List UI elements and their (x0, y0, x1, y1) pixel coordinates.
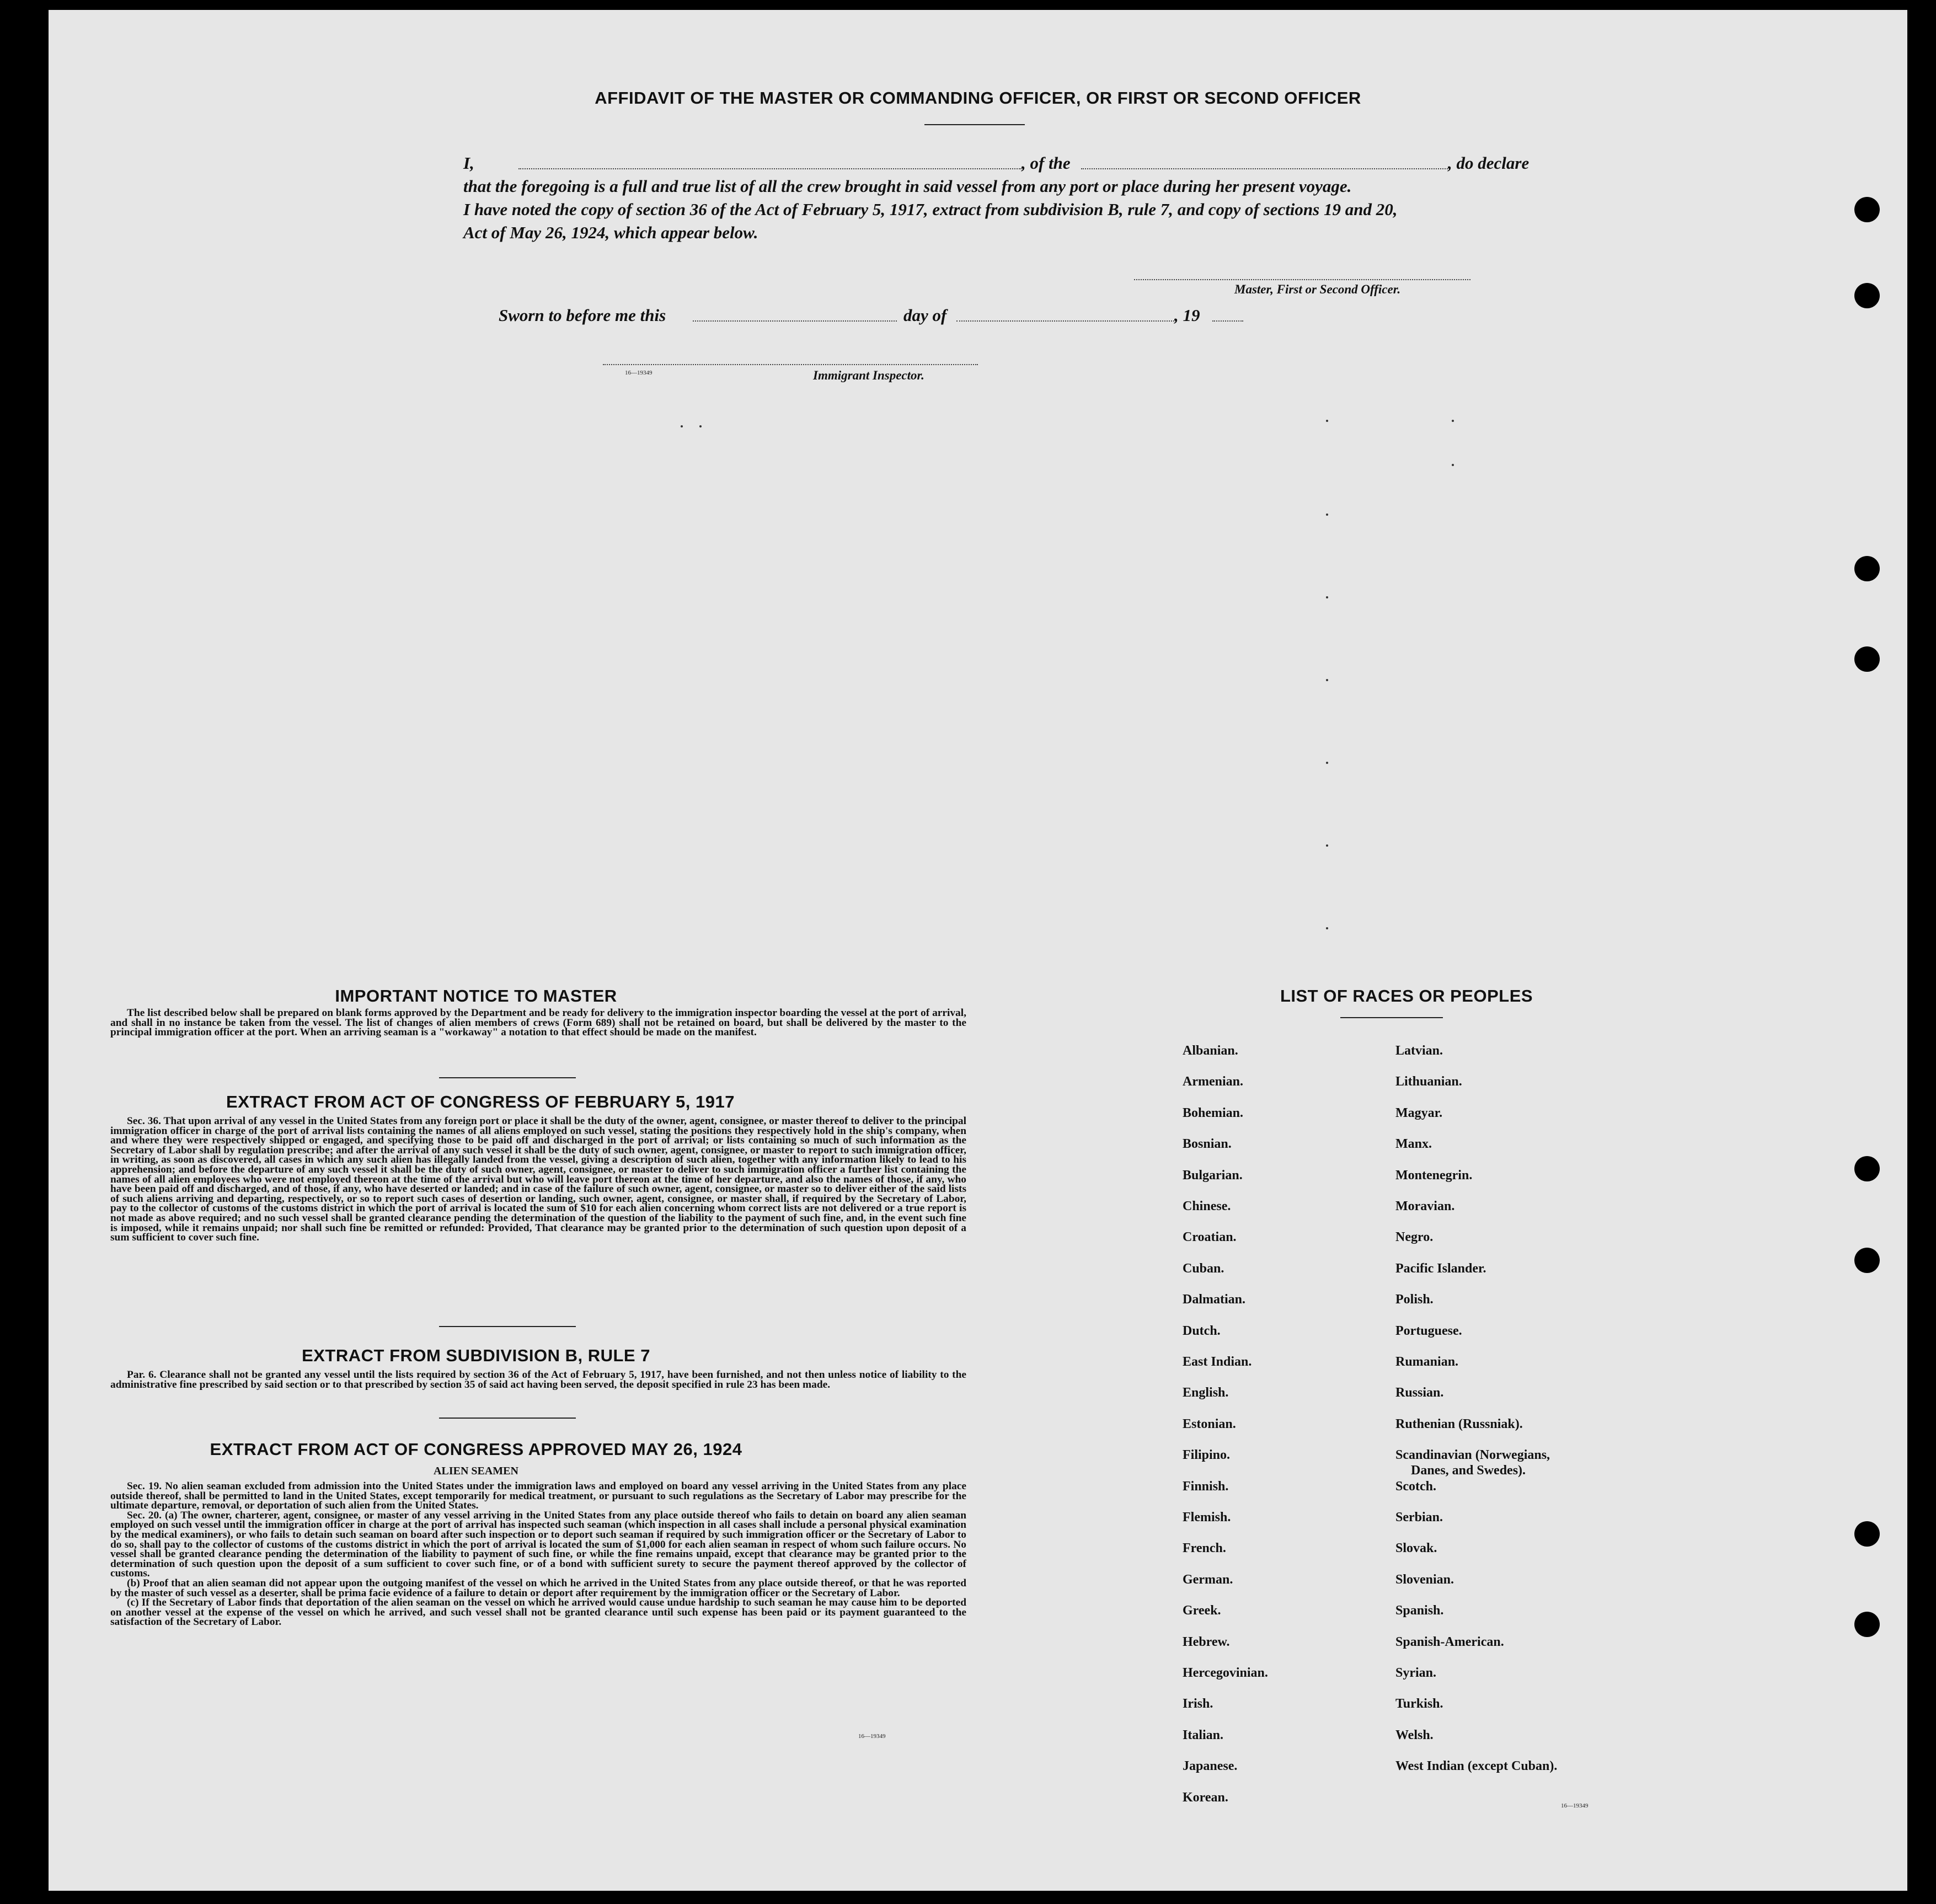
race-item: Croatian. (1183, 1230, 1237, 1245)
inspector-label: Immigrant Inspector. (813, 368, 924, 382)
speck (1326, 762, 1328, 764)
binder-hole (1854, 283, 1880, 308)
race-item: Slovak. (1395, 1541, 1437, 1556)
race-item: Moravian. (1395, 1199, 1455, 1213)
race-item: Turkish. (1395, 1697, 1443, 1712)
sworn-year-blank[interactable] (1212, 320, 1243, 322)
speck (681, 425, 683, 427)
race-item: Spanish. (1395, 1603, 1444, 1618)
race-item: Spanish-American. (1395, 1634, 1504, 1649)
form-number-bottom-right: 16—19349 (1561, 1803, 1589, 1809)
race-item: Irish. (1183, 1697, 1213, 1712)
race-item: Hercegovinian. (1183, 1666, 1268, 1680)
affidavit-line4: Act of May 26, 1924, which appear below. (463, 223, 758, 242)
race-item: Bulgarian. (1183, 1168, 1243, 1183)
affidavit-line2: that the foregoing is a full and true list of all the crew brought in said vessel from any port or place during her present voyage. (463, 177, 1352, 196)
speck (1452, 464, 1454, 466)
race-item: Negro. (1395, 1230, 1434, 1245)
binder-hole (1854, 197, 1880, 222)
speck (1326, 596, 1328, 598)
section-20c-paragraph: (c) If the Secretary of Labor finds that deportation of the alien seaman on the vessel on which he arrived would cause undue hardship to such seaman he may cause him to be deported on another vessel at the expense of the vessel on which he arrived, and such vessel shall not be granted clearance until such expense has been paid or its payment guaranteed to the satisfaction of the Secretary of Labor. (110, 1597, 966, 1628)
master-signature-label: Master, First or Second Officer. (1234, 282, 1401, 296)
affidavit-line3: I have noted the copy of section 36 of the Act of February 5, 1917, extract from subdivision B, rule 7, and copy of sections 19 and 20, (463, 200, 1398, 219)
name-blank[interactable] (518, 168, 1022, 169)
extract-1917-title: EXTRACT FROM ACT OF CONGRESS OF FEBRUARY 5, 1917 (226, 1092, 735, 1111)
race-item: Italian. (1183, 1727, 1224, 1742)
form-number-bottom-left: 16—19349 (858, 1733, 886, 1740)
sworn-prefix: Sworn to before me this (499, 306, 666, 325)
race-item: Estonian. (1183, 1416, 1236, 1431)
speck (1326, 927, 1328, 929)
race-item: Hebrew. (1183, 1634, 1230, 1649)
race-item: German. (1183, 1572, 1233, 1587)
speck (1326, 514, 1328, 516)
race-item: Filipino. (1183, 1448, 1231, 1463)
binder-hole (1854, 1521, 1880, 1547)
race-item: Syrian. (1395, 1666, 1437, 1680)
par-6-paragraph: Par. 6. Clearance shall not be granted any vessel until the lists required by section 36 of the Act of February 5, 1917, have been furnished, and not then unless notice of liability to the administrative fine prescribed by said section or to that prescribed by section 35 of said act having been served, the deposit specified in rule 23 has been made. (110, 1369, 966, 1390)
sworn-month-blank[interactable] (956, 320, 1174, 322)
race-item: Portuguese. (1395, 1323, 1462, 1338)
affidavit-line1-do-declare: , do declare (1448, 153, 1529, 173)
race-item: Slovenian. (1395, 1572, 1454, 1587)
extract-1924-title: EXTRACT FROM ACT OF CONGRESS APPROVED MAY 26, 1924 (210, 1440, 742, 1459)
affidavit-title: AFFIDAVIT OF THE MASTER OR COMMANDING OFFICER, OR FIRST OR SECOND OFFICER (595, 88, 1361, 108)
alien-seamen-subtitle: ALIEN SEAMEN (434, 1465, 518, 1477)
race-item: Serbian. (1395, 1510, 1443, 1525)
section-20a-paragraph: Sec. 20. (a) The owner, charterer, agent, consignee, or master of any vessel arriving in the United States from any place outside thereof who fails to detain on board any alien seaman employed on such vessel until the immigration officer in charge at the port of arrival has inspected such seaman (which inspection in all cases shall include a personal physical examination by the medical examiners), or who fails to detain such seaman on board after such inspection or to deport such seaman if required by such immigration officer or the Secretary of Labor to do so, shall pay to the collector of customs of the customs district in which the port of arrival is located the sum of $1,000 for each alien seaman in respect of whom such failure occurs. No vessel shall be granted clearance pending the determination of the liability to payment of such fine, or while the fine remains unpaid, except that clearance may be granted prior to the determination of such question upon the deposit of a sum sufficient to cover such fine, or of a bond with sufficient surety to secure the payment thereof approved by the collector of customs. (110, 1509, 966, 1580)
notice-body (110, 1008, 966, 1037)
binder-hole (1854, 1248, 1880, 1273)
extract-1917-divider (439, 1326, 576, 1327)
race-item: Welsh. (1395, 1727, 1434, 1742)
extract-rule7-body (110, 1370, 966, 1389)
affidavit-line1-of-the: , of the (1022, 153, 1071, 173)
race-item: Montenegrin. (1395, 1168, 1473, 1183)
speck (1326, 844, 1328, 847)
extract-1917-body (110, 1116, 966, 1243)
sworn-day-of: day of (903, 306, 947, 325)
affidavit-line1-i: I, (463, 153, 474, 173)
section-19-paragraph: Sec. 19. No alien seaman excluded from admission into the United States under the immigration laws and employed on board any vessel arriving in the United States from any place outside thereof, shall be permitted to land in the United States, except temporarily for medical treatment, or pursuant to such regulations as the Secretary of Labor may prescribe for the ultimate departure, removal, or deportation of such alien from the United States. (110, 1480, 966, 1512)
race-item: Rumanian. (1395, 1355, 1459, 1369)
vessel-blank[interactable] (1081, 168, 1448, 169)
speck (1326, 679, 1328, 681)
races-title: LIST OF RACES OR PEOPLES (1280, 986, 1533, 1006)
extract-1924-body (110, 1482, 966, 1627)
race-item: Korean. (1183, 1790, 1228, 1805)
race-item: Flemish. (1183, 1510, 1231, 1525)
race-item: Albanian. (1183, 1044, 1238, 1058)
speck (1452, 420, 1454, 422)
races-underline (1340, 1017, 1443, 1018)
race-item: Scandinavian (Norwegians, (1395, 1448, 1550, 1463)
race-item: Scotch. (1395, 1479, 1436, 1494)
race-item: Danes, and Swedes). (1411, 1463, 1526, 1478)
race-item: West Indian (except Cuban). (1395, 1759, 1558, 1774)
title-underline (924, 124, 1025, 125)
race-item: Magyar. (1395, 1105, 1443, 1120)
inspector-signature-line[interactable] (603, 364, 978, 365)
race-item: Russian. (1395, 1386, 1444, 1400)
notice-title: IMPORTANT NOTICE TO MASTER (335, 986, 617, 1006)
master-signature-line[interactable] (1134, 279, 1470, 280)
race-item: East Indian. (1183, 1355, 1252, 1369)
binder-hole (1854, 646, 1880, 672)
section-36-paragraph: Sec. 36. That upon arrival of any vessel in the United States from any foreign port or place it shall be the duty of the owner, agent, consignee, or master thereof to deliver to the principal immigration officer in charge of the port of arrival lists containing the names of all aliens employed on such vessel, stating the positions they respectively hold in the ship's company, when and where they were respectively shipped or engaged, and specifying those to be paid off and discharged in the port of arrival; or lists containing so much of such information as the Secretary of Labor shall by regulation prescribe; and after the arrival of any such vessel it shall be the duty of such owner, agent, consignee, or master to report to such immigration officer, in writing, as soon as discovered, all cases in which any such alien has illegally landed from the vessel, giving a description of such alien, together with any information likely to lead to his apprehension; and before the departure of any such vessel it shall be the duty of such owner, agent, consignee, or master to deliver to such immigration officer a further list containing the names of all alien employees who were not employed thereon at the time of the arrival but who will leave port thereon at the time of her departure, and also the names of those, if any, who have been paid off and discharged, and of those, if any, who have deserted or landed; and in case of the failure of such owner, agent, consignee, or master so to deliver either of the said lists of such aliens arriving and departing, respectively, or so to report such cases of desertion or landing, such owner, agent, consignee, or master shall, if required by the Secretary of Labor, pay to the collector of customs of the customs district in which the port of arrival is located the sum of $10 for each alien concerning whom correct lists are not delivered or a true report is not made as above required; and no such vessel shall be granted clearance pending the determination of the question of the liability to the payment of such fine, and, in the event such fine is imposed, while it remains unpaid; nor shall such fine be remitted or refunded: Provided, That clearance may be granted prior to the determination of such question upon deposit of a sum sufficient to cover such fine. (110, 1115, 966, 1244)
race-item: Dalmatian. (1183, 1292, 1245, 1307)
race-item: Pacific Islander. (1395, 1261, 1486, 1276)
form-page-back (49, 10, 1907, 1891)
form-number-top: 16—19349 (625, 370, 653, 376)
notice-paragraph: The list described below shall be prepared on blank forms approved by the Department and be ready for delivery to the immigration inspector boarding the vessel at the port of arrival, and shall in no instance be taken from the vessel. The list of changes of alien members of crews (Form 689) shall not be retained on board, but shall be delivered by the master to the principal immigration officer at the port. When an arriving seaman is a "workaway" a notation to that effect should be made on the manifest. (110, 1007, 966, 1039)
race-item: Polish. (1395, 1292, 1434, 1307)
binder-hole (1854, 556, 1880, 581)
race-item: Bosnian. (1183, 1137, 1232, 1152)
speck (1326, 420, 1328, 422)
race-item: Chinese. (1183, 1199, 1231, 1213)
extract-rule7-title: EXTRACT FROM SUBDIVISION B, RULE 7 (302, 1346, 650, 1365)
sworn-year: , 19 (1174, 306, 1200, 325)
race-item: Greek. (1183, 1603, 1221, 1618)
race-item: French. (1183, 1541, 1226, 1556)
race-item: Armenian. (1183, 1074, 1243, 1089)
race-item: Bohemian. (1183, 1105, 1244, 1120)
race-item: Manx. (1395, 1137, 1432, 1152)
section-20b-paragraph: (b) Proof that an alien seaman did not appear upon the outgoing manifest of the vessel on which he arrived in the United States from any place outside thereof, or that he was reported by the master of such vessel as a deserter, shall be prima facie evidence of a failure to detain or deport after requirement by the immigration officer or the Secretary of Labor. (110, 1577, 966, 1599)
binder-hole (1854, 1612, 1880, 1637)
sworn-day-blank[interactable] (693, 320, 897, 322)
race-item: English. (1183, 1386, 1229, 1400)
extract-rule7-divider (439, 1418, 576, 1419)
race-item: Ruthenian (Russniak). (1395, 1416, 1523, 1431)
speck (699, 425, 702, 427)
notice-divider (439, 1077, 576, 1078)
race-item: Japanese. (1183, 1759, 1238, 1774)
race-item: Cuban. (1183, 1261, 1224, 1276)
race-item: Dutch. (1183, 1323, 1221, 1338)
race-item: Lithuanian. (1395, 1074, 1462, 1089)
race-item: Finnish. (1183, 1479, 1229, 1494)
race-item: Latvian. (1395, 1044, 1443, 1058)
binder-hole (1854, 1156, 1880, 1181)
